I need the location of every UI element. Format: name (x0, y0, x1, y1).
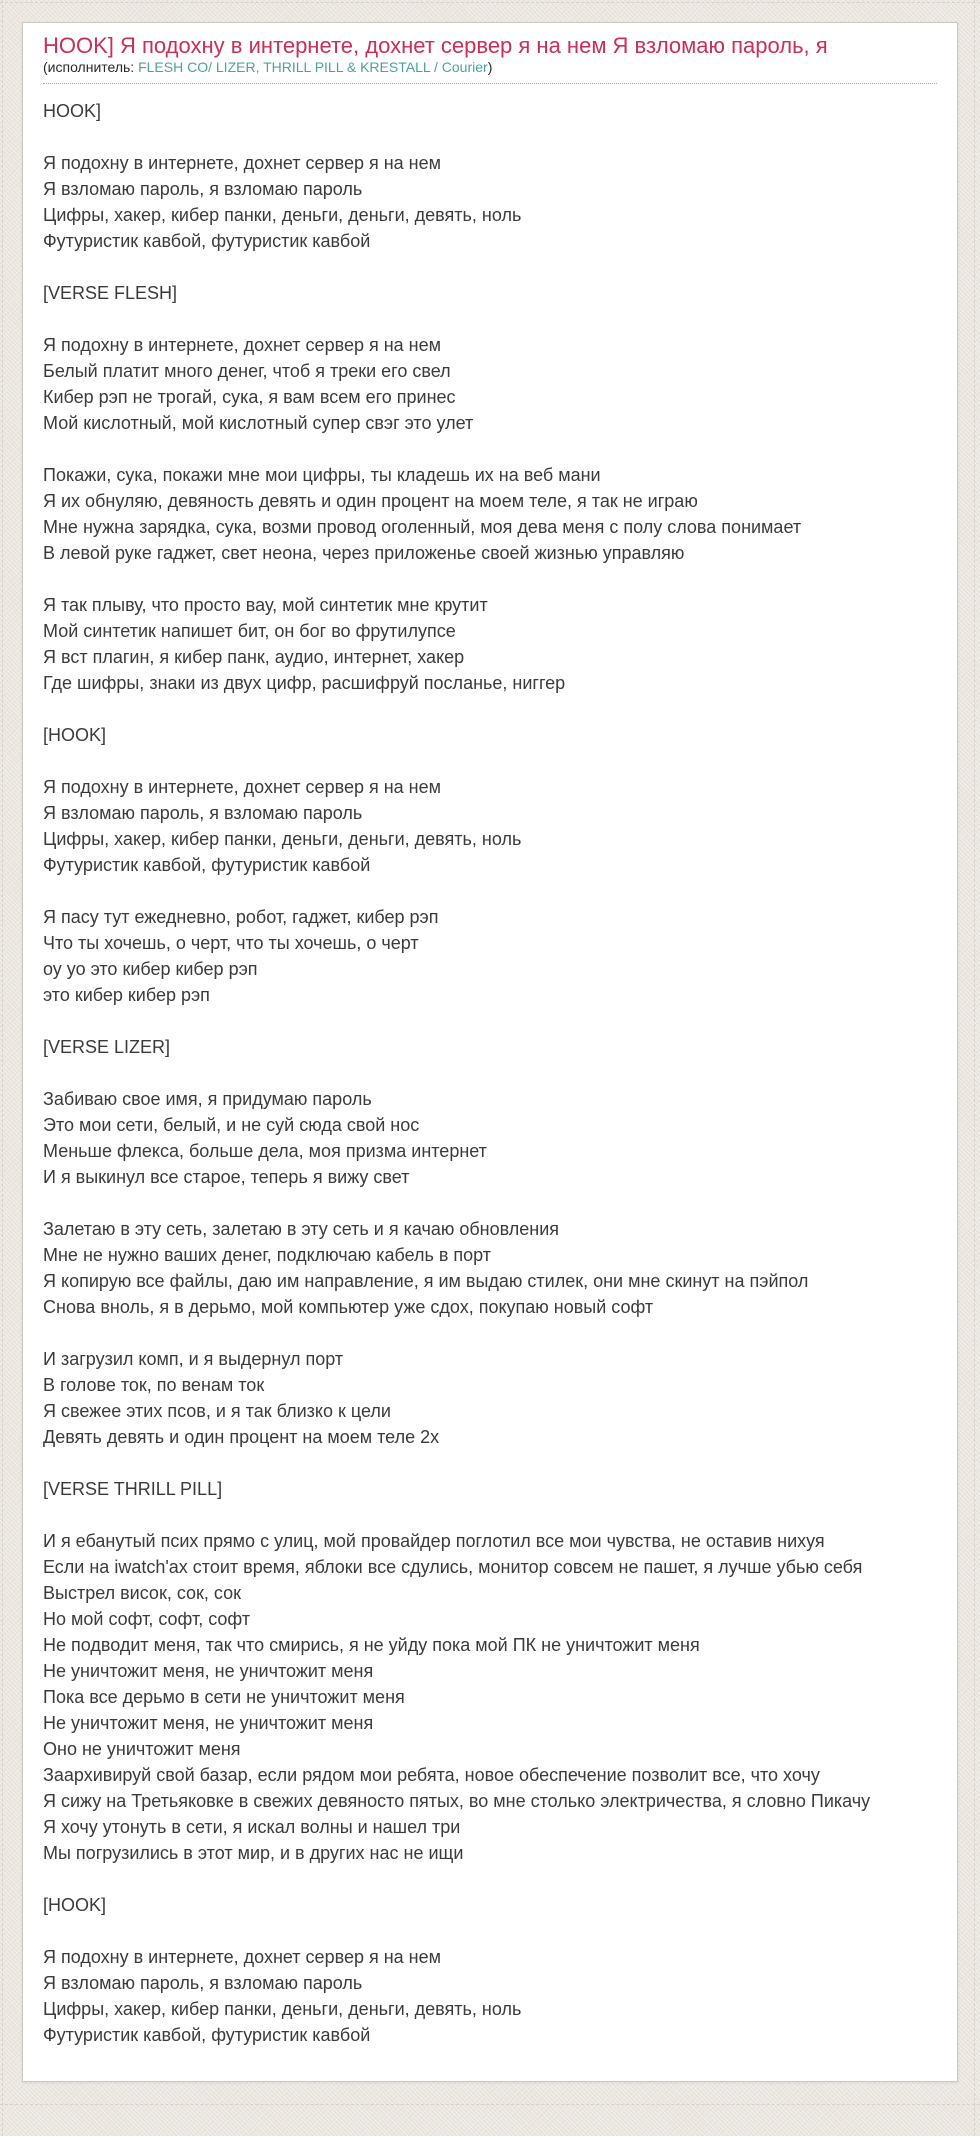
lyric-line: Не уничтожит меня, не уничтожит меня (43, 1713, 374, 1733)
artist-line-prefix: (исполнитель: (43, 59, 139, 75)
lyric-line: Где шифры, знаки из двух цифр, расшифруй посланье, ниггер (43, 673, 566, 693)
lyric-blank-line (43, 566, 937, 592)
lyric-line: Футуристик кавбой, футуристик кавбой (43, 855, 371, 875)
lyric-line: В голове ток, по венам ток (43, 1375, 265, 1395)
lyric-line: Не подводит меня, так что смирись, я не уйду пока мой ПК не уничтожит меня (43, 1635, 700, 1655)
lyric-line: Я подохну в интернете, дохнет сервер я на нем (43, 777, 441, 797)
stitch-border-left (2, 0, 3, 2136)
lyric-line: И я выкинул все старое, теперь я вижу свет (43, 1167, 410, 1187)
stitch-border-bottom (0, 2104, 980, 2105)
lyric-line: это кибер кибер рэп (43, 985, 210, 1005)
lyric-line: Оно не уничтожит меня (43, 1739, 241, 1759)
lyric-line: Я подохну в интернете, дохнет сервер я на нем (43, 153, 441, 173)
lyric-line: И я ебанутый псих прямо с улиц, мой провайдер поглотил все мои чувства, не оставив нихуя (43, 1531, 825, 1551)
lyric-line: оу уо это кибер кибер рэп (43, 959, 258, 979)
lyric-line: Я их обнуляю, девяность девять и один процент на моем теле, я так не играю (43, 491, 698, 511)
lyric-line: Я взломаю пароль, я взломаю пароль (43, 1973, 363, 1993)
lyric-line: Мне нужна зарядка, сука, возми провод оголенный, моя дева меня с полу слова понимает (43, 517, 802, 537)
lyric-line: Забиваю свое имя, я придумаю пароль (43, 1089, 372, 1109)
lyric-blank-line (43, 436, 937, 462)
lyric-line: Футуристик кавбой, футуристик кавбой (43, 2025, 371, 2045)
artist-line (43, 59, 937, 84)
lyric-line: Снова вноль, я в дерьмо, мой компьютер уже сдох, покупаю новый софт (43, 1297, 654, 1317)
lyric-line: Мне не нужно ваших денег, подключаю кабель в порт (43, 1245, 492, 1265)
song-title: HOOK] Я подохну в интернете, дохнет сервер я на нем Я взломаю пароль, я (43, 33, 828, 58)
lyric-line: Я взломаю пароль, я взломаю пароль (43, 803, 363, 823)
lyric-line: Мой синтетик напишет бит, он бог во фрутилупсе (43, 621, 456, 641)
lyric-line: Цифры, хакер, кибер панки, деньги, деньги, девять, ноль (43, 1999, 522, 2019)
lyric-line: Заархивируй свой базар, если рядом мои ребята, новое обеспечение позволит все, что хочу (43, 1765, 820, 1785)
lyric-line: Я свежее этих псов, и я так близко к цели (43, 1401, 391, 1421)
lyric-line: В левой руке гаджет, свет неона, через приложенье своей жизнью управляю (43, 543, 685, 563)
lyric-line: Белый платит много денег, чтоб я треки его свел (43, 361, 451, 381)
lyric-line: Я взломаю пароль, я взломаю пароль (43, 179, 363, 199)
lyric-line: Мы погрузились в этот мир, и в других нас не ищи (43, 1843, 464, 1863)
lyric-blank-line (43, 748, 937, 774)
stitch-border-right (974, 0, 975, 2136)
lyric-line: Я вст плагин, я кибер панк, аудио, интернет, хакер (43, 647, 465, 667)
lyric-line: Мой кислотный, мой кислотный супер свэг это улет (43, 413, 474, 433)
lyric-line: Цифры, хакер, кибер панки, деньги, деньги, девять, ноль (43, 205, 522, 225)
lyric-blank-line (43, 1008, 937, 1034)
lyric-line: Это мои сети, белый, и не суй сюда свой нос (43, 1115, 420, 1135)
lyric-line: Футуристик кавбой, футуристик кавбой (43, 231, 371, 251)
lyric-line: Я пасу тут ежедневно, робот, гаджет, кибер рэп (43, 907, 439, 927)
lyric-line: И загрузил комп, и я выдернул порт (43, 1349, 344, 1369)
lyric-line: Кибер рэп не трогай, сука, я вам всем его принес (43, 387, 456, 407)
lyric-line: [VERSE LIZER] (43, 1037, 171, 1057)
lyric-line: Девять девять и один процент на моем теле 2х (43, 1427, 440, 1447)
lyric-line: Цифры, хакер, кибер панки, деньги, деньги, девять, ноль (43, 829, 522, 849)
artist-link[interactable]: FLESH CO/ LIZER, THRILL PILL & KRESTALL / Courier (138, 59, 488, 75)
lyric-line: Пока все дерьмо в сети не уничтожит меня (43, 1687, 405, 1707)
lyric-line: Если на iwatch'ах стоит время, яблоки все сдулись, монитор совсем не пашет, я лучше убью себя (43, 1557, 863, 1577)
lyric-line: [VERSE THRILL PILL] (43, 1479, 223, 1499)
lyric-line: Я так плыву, что просто вау, мой синтетик мне крутит (43, 595, 488, 615)
lyric-blank-line (43, 1060, 937, 1086)
lyric-blank-line (43, 1320, 937, 1346)
lyric-line: Я сижу на Третьяковке в свежих девяносто пятых, во мне столько электричества, я словно Пикачу (43, 1791, 871, 1811)
lyric-line: [HOOK] (43, 725, 107, 745)
lyric-blank-line (43, 1190, 937, 1216)
lyric-blank-line (43, 124, 937, 150)
lyric-blank-line (43, 1450, 937, 1476)
lyric-line: Что ты хочешь, о черт, что ты хочешь, о черт (43, 933, 419, 953)
lyric-line: Я подохну в интернете, дохнет сервер я на нем (43, 335, 441, 355)
artist-line-suffix: ) (487, 59, 493, 75)
lyric-line: HOOK] (43, 101, 102, 121)
lyric-line: Я хочу утонуть в сети, я искал волны и нашел три (43, 1817, 461, 1837)
lyrics-text (43, 98, 937, 2048)
stitch-border-top (0, 2, 980, 3)
lyric-line: Я копирую все файлы, даю им направление, я им выдаю стилек, они мне скинут на пэйпол (43, 1271, 809, 1291)
lyric-line: [HOOK] (43, 1895, 107, 1915)
lyric-blank-line (43, 1502, 937, 1528)
lyric-blank-line (43, 1918, 937, 1944)
lyric-line: Меньше флекса, больше дела, моя призма интернет (43, 1141, 487, 1161)
lyric-line: Не уничтожит меня, не уничтожит меня (43, 1661, 374, 1681)
lyric-line: Но мой софт, софт, софт (43, 1609, 251, 1629)
lyric-line: Покажи, сука, покажи мне мои цифры, ты кладешь их на веб мани (43, 465, 601, 485)
lyric-blank-line (43, 696, 937, 722)
lyric-line: Я подохну в интернете, дохнет сервер я на нем (43, 1947, 441, 1967)
lyric-blank-line (43, 306, 937, 332)
lyric-line: Выстрел висок, сок, сок (43, 1583, 241, 1603)
lyric-blank-line (43, 254, 937, 280)
lyric-line: [VERSE FLESH] (43, 283, 178, 303)
lyric-line: Залетаю в эту сеть, залетаю в эту сеть и я качаю обновления (43, 1219, 560, 1239)
lyrics-panel (22, 22, 958, 2082)
lyric-blank-line (43, 878, 937, 904)
lyric-blank-line (43, 1866, 937, 1892)
